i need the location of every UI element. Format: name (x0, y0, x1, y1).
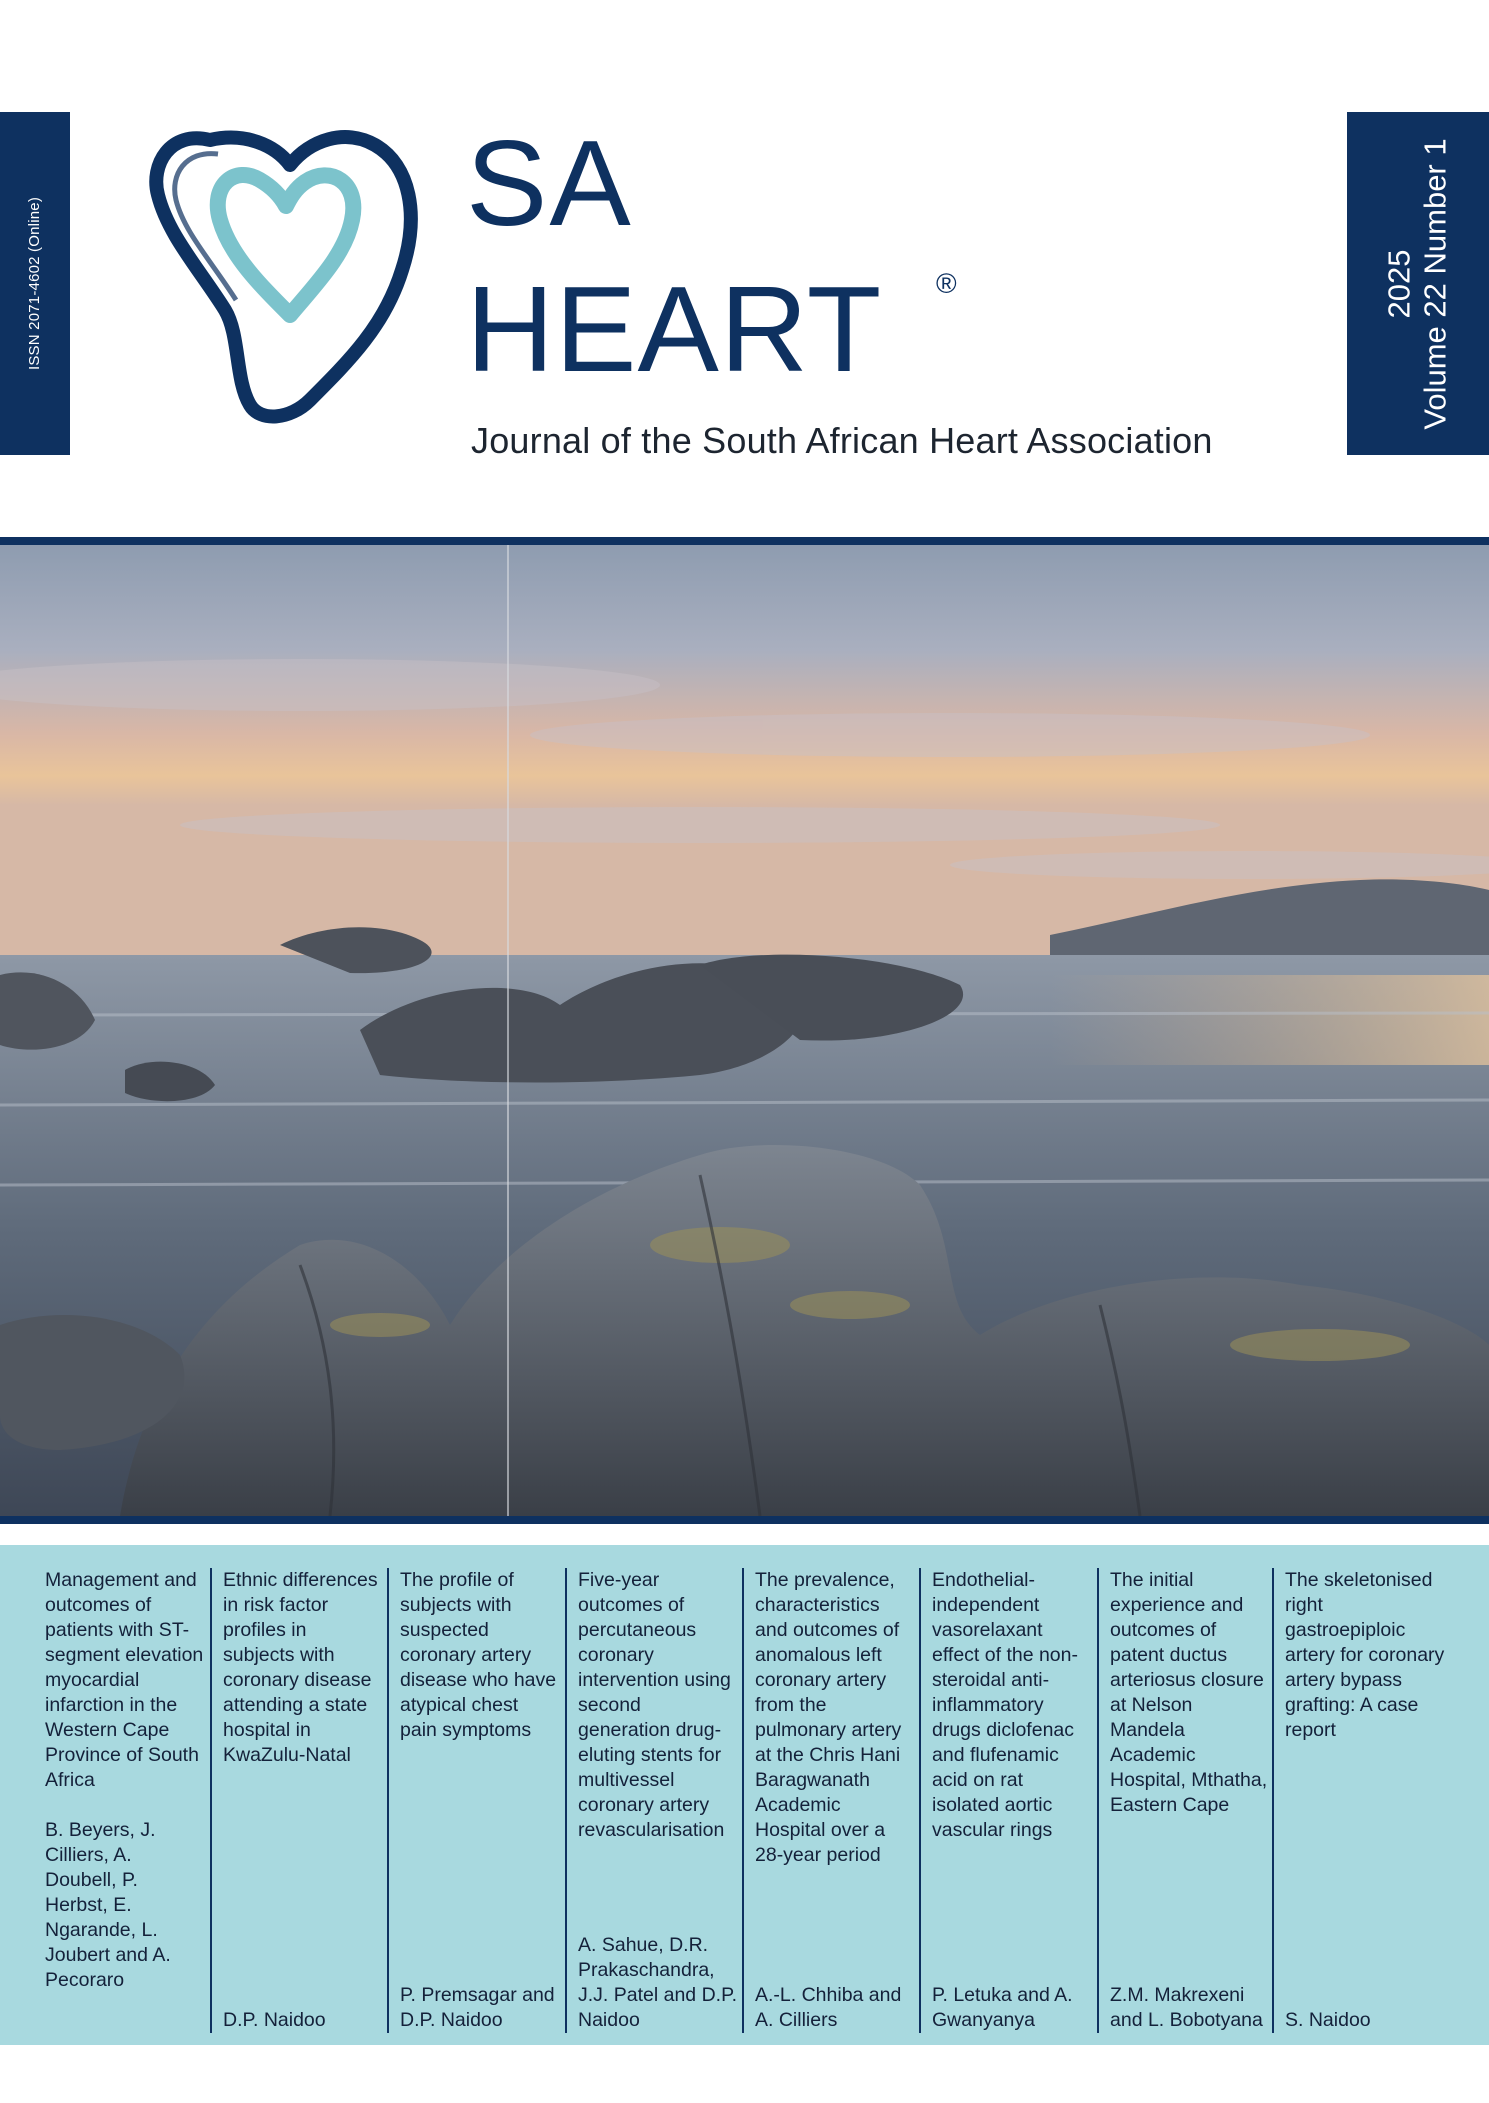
table-of-contents (0, 1545, 1489, 2045)
top-rule (0, 537, 1489, 545)
journal-title: Journal of the South African Heart Association (471, 420, 1213, 461)
article-title: The skeletonised right gastroepiploic artery for coronary artery bypass grafting: A case report (1285, 1569, 1445, 1741)
volume-bar (1347, 112, 1489, 455)
article-authors: D.P. Naidoo (223, 2009, 326, 2031)
volume-year: 2025 (1382, 249, 1417, 318)
article-5 (742, 1568, 915, 2033)
article-authors: P. Premsagar and D.P. Naidoo (400, 1984, 555, 2031)
article-authors: S. Naidoo (1285, 2009, 1371, 2031)
cover-photo (0, 545, 1489, 1516)
bottom-rule (0, 1516, 1489, 1524)
article-authors: P. Letuka and A. Gwanyanya (932, 1984, 1073, 2031)
registered-mark: ® (936, 268, 957, 299)
article-authors: Z.M. Makrexeni and L. Bobotyana (1110, 1984, 1263, 2031)
article-authors: A.-L. Chhiba and A. Cilliers (755, 1984, 902, 2031)
issn-text: ISSN 2071-4602 (Online) (26, 196, 44, 371)
article-title: Endothelial-independent vasorelaxant effect of the non-steroidal anti-inflammatory drugs diclofenac and flufenamic acid on rat isolated aortic vascular rings (932, 1569, 1078, 1841)
article-7 (1097, 1568, 1270, 2033)
volume-number: Volume 22 Number 1 (1418, 137, 1453, 430)
issn-bar (0, 112, 70, 455)
logo-text-heart: HEART (466, 261, 883, 397)
article-title: Five-year outcomes of percutaneous coronary intervention using second generation drug-eluting stents for multivessel coronary artery revascularisation (578, 1569, 731, 1841)
article-2 (210, 1568, 383, 2033)
logo-text-sa: SA (466, 115, 633, 251)
article-title: Ethnic differences in risk factor profiles in subjects with coronary disease attending a state hospital in KwaZulu-Natal (223, 1569, 378, 1766)
article-1 (45, 1568, 205, 2033)
article-authors: B. Beyers, J. Cilliers, A. Doubell, P. Herbst, E. Ngarande, L. Joubert and A. Pecoraro (45, 1819, 171, 1991)
article-title: Management and outcomes of patients with ST-segment elevation myocardial infarction in the Western Cape Province of South Africa (45, 1569, 204, 1791)
article-4 (565, 1568, 738, 2033)
article-title: The profile of subjects with suspected coronary artery disease who have atypical chest pain symptoms (400, 1569, 557, 1741)
article-title: The prevalence, characteristics and outcomes of anomalous left coronary artery from the pulmonary artery at the Chris Hani Baragwanath Academic Hospital over a 28-year period (755, 1569, 902, 1866)
article-6 (919, 1568, 1092, 2033)
sa-heart-logo-icon (140, 110, 430, 430)
article-title: The initial experience and outcomes of patent ductus arteriosus closure at Nelson Mandela Academic Hospital, Mthatha, Eastern Cape (1110, 1569, 1268, 1816)
article-8 (1272, 1568, 1445, 2033)
article-authors: A. Sahue, D.R. Prakaschandra, J.J. Patel and D.P. Naidoo (578, 1934, 737, 2031)
article-3 (387, 1568, 560, 2033)
